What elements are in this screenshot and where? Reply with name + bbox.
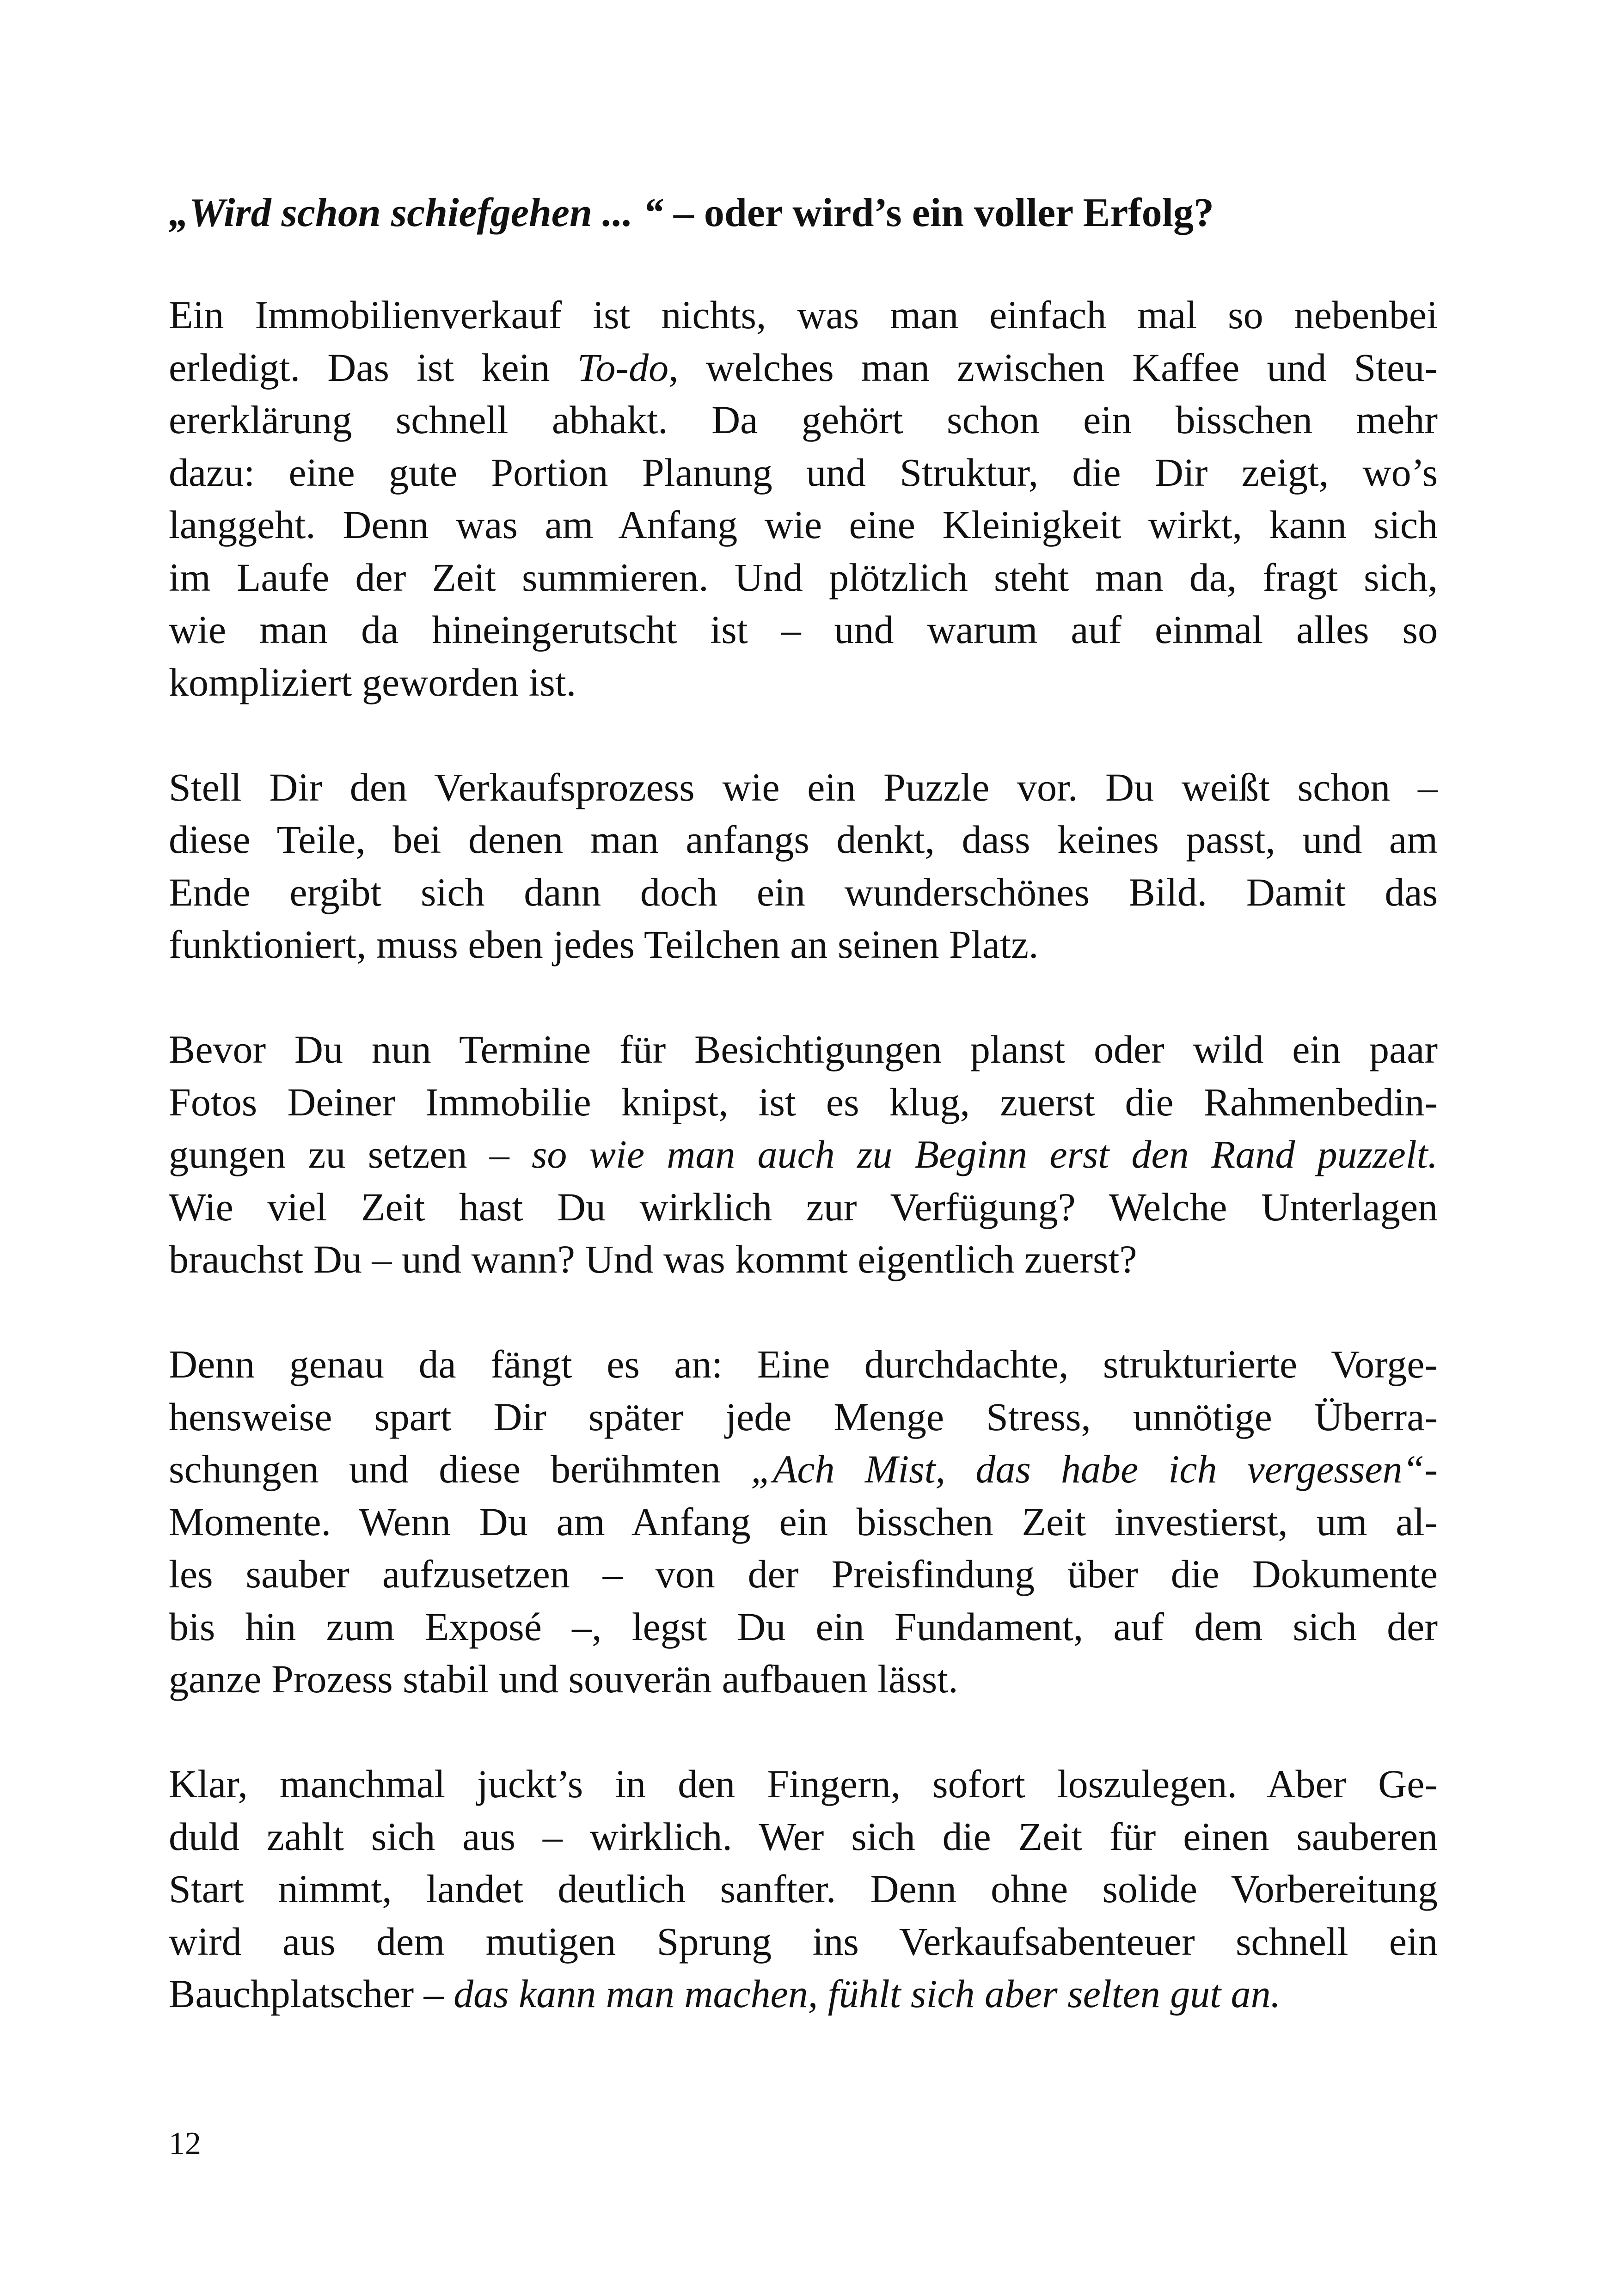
text-segment: les sauber aufzusetzen – von der Preisfindung über die Dokumente	[169, 1552, 1438, 1596]
italic-text: „Ach Mist, das habe ich vergessen“	[751, 1447, 1425, 1491]
text-segment: langgeht. Denn was am Anfang wie eine Kleinigkeit wirkt, kann sich	[169, 502, 1438, 547]
text-segment: hensweise spart Dir später jede Menge Stress, unnötige Überra-	[169, 1394, 1438, 1439]
text-line	[169, 1443, 1438, 1496]
heading-question: – oder wird’s ein voller Erfolg?	[663, 190, 1214, 235]
text-segment: funktioniert, muss eben jedes Teilchen an seinen Platz.	[169, 922, 1039, 967]
text-line	[169, 1653, 1438, 1706]
text-segment: Ein Immobilienverkauf ist nichts, was man einfach mal so nebenbei	[169, 293, 1438, 337]
text-segment: dazu: eine gute Portion Planung und Struktur, die Dir zeigt, wo’s	[169, 450, 1438, 495]
italic-text: so wie man auch zu Beginn erst den Rand puzzelt.	[531, 1132, 1438, 1176]
text-segment: wie man da hineingerutscht ist – und warum auf einmal alles so	[169, 607, 1438, 652]
text-segment: bis hin zum Exposé –, legst Du ein Fundament, auf dem sich der	[169, 1604, 1438, 1649]
text-line	[169, 551, 1438, 604]
text-segment: Ende ergibt sich dann doch ein wunderschönes Bild. Damit das	[169, 869, 1438, 914]
paragraph	[169, 1023, 1438, 1286]
text-line	[169, 1863, 1438, 1916]
text-line	[169, 814, 1438, 866]
text-segment: ererklärung schnell abhakt. Da gehört schon ein bisschen mehr	[169, 398, 1438, 442]
page-body	[169, 187, 1438, 2073]
paragraph	[169, 1338, 1438, 1706]
text-line	[169, 1811, 1438, 1863]
text-line	[169, 761, 1438, 814]
text-segment: Momente. Wenn Du am Anfang ein bisschen Zeit investierst, um al-	[169, 1499, 1438, 1544]
text-segment: -	[1424, 1447, 1438, 1491]
text-segment: kompliziert geworden ist.	[169, 660, 576, 704]
text-segment: Klar, manchmal juckt’s in den Fingern, sofort loszulegen. Aber Ge-	[169, 1762, 1438, 1806]
text-segment: , welches man zwischen Kaffee und Steu-	[668, 345, 1438, 390]
text-segment: diese Teile, bei denen man anfangs denkt, dass keines passt, und am	[169, 817, 1438, 862]
text-line	[169, 1233, 1438, 1286]
text-line	[169, 1548, 1438, 1601]
text-line	[169, 866, 1438, 919]
text-line	[169, 1338, 1438, 1391]
text-segment: im Laufe der Zeit summieren. Und plötzlich steht man da, fragt sich,	[169, 555, 1438, 600]
text-line	[169, 1601, 1438, 1653]
text-segment: duld zahlt sich aus – wirklich. Wer sich die Zeit für einen sauberen	[169, 1814, 1438, 1859]
text-line	[169, 342, 1438, 394]
text-segment: erledigt. Das ist kein	[169, 345, 577, 390]
text-line	[169, 1916, 1438, 1968]
italic-text: das kann man machen, fühlt sich aber selten gut an.	[454, 1971, 1281, 2016]
paragraph	[169, 289, 1438, 709]
text-segment: Bevor Du nun Termine für Besichtigungen planst oder wild ein paar	[169, 1027, 1438, 1071]
italic-text: To-do	[577, 345, 669, 390]
text-line	[169, 1076, 1438, 1129]
text-segment: wird aus dem mutigen Sprung ins Verkaufsabenteuer schnell ein	[169, 1919, 1438, 1964]
text-line	[169, 1391, 1438, 1444]
text-line	[169, 1758, 1438, 1811]
text-segment: Bauchplatscher –	[169, 1971, 454, 2016]
text-segment: brauchst Du – und wann? Und was kommt eigentlich zuerst?	[169, 1237, 1137, 1281]
text-line	[169, 447, 1438, 499]
text-segment: Denn genau da fängt es an: Eine durchdachte, strukturierte Vorge-	[169, 1342, 1438, 1386]
text-line	[169, 604, 1438, 656]
paragraphs	[169, 289, 1438, 2020]
text-segment: gungen zu setzen –	[169, 1132, 532, 1176]
text-line	[169, 918, 1438, 971]
text-line	[169, 1023, 1438, 1076]
text-segment: schungen und diese berühmten	[169, 1447, 751, 1491]
page-number: 12	[169, 2126, 201, 2161]
text-segment: Stell Dir den Verkaufsprozess wie ein Puzzle vor. Du weißt schon –	[169, 765, 1438, 809]
text-segment: ganze Prozess stabil und souverän aufbauen lässt.	[169, 1657, 958, 1701]
heading-quote: „Wird schon schiefgehen ... “	[169, 190, 663, 235]
paragraph	[169, 761, 1438, 971]
text-line	[169, 499, 1438, 551]
text-segment: Start nimmt, landet deutlich sanfter. Denn ohne solide Vorbereitung	[169, 1867, 1438, 1911]
text-line	[169, 1496, 1438, 1549]
section-heading	[169, 187, 1438, 239]
text-line	[169, 1181, 1438, 1234]
text-line	[169, 1128, 1438, 1181]
text-line	[169, 656, 1438, 709]
text-segment: Wie viel Zeit hast Du wirklich zur Verfügung? Welche Unterlagen	[169, 1184, 1438, 1229]
text-line	[169, 289, 1438, 342]
text-line	[169, 1968, 1438, 2020]
text-segment: Fotos Deiner Immobilie knipst, ist es klug, zuerst die Rahmenbedin-	[169, 1079, 1438, 1124]
paragraph	[169, 1758, 1438, 2020]
text-line	[169, 394, 1438, 447]
